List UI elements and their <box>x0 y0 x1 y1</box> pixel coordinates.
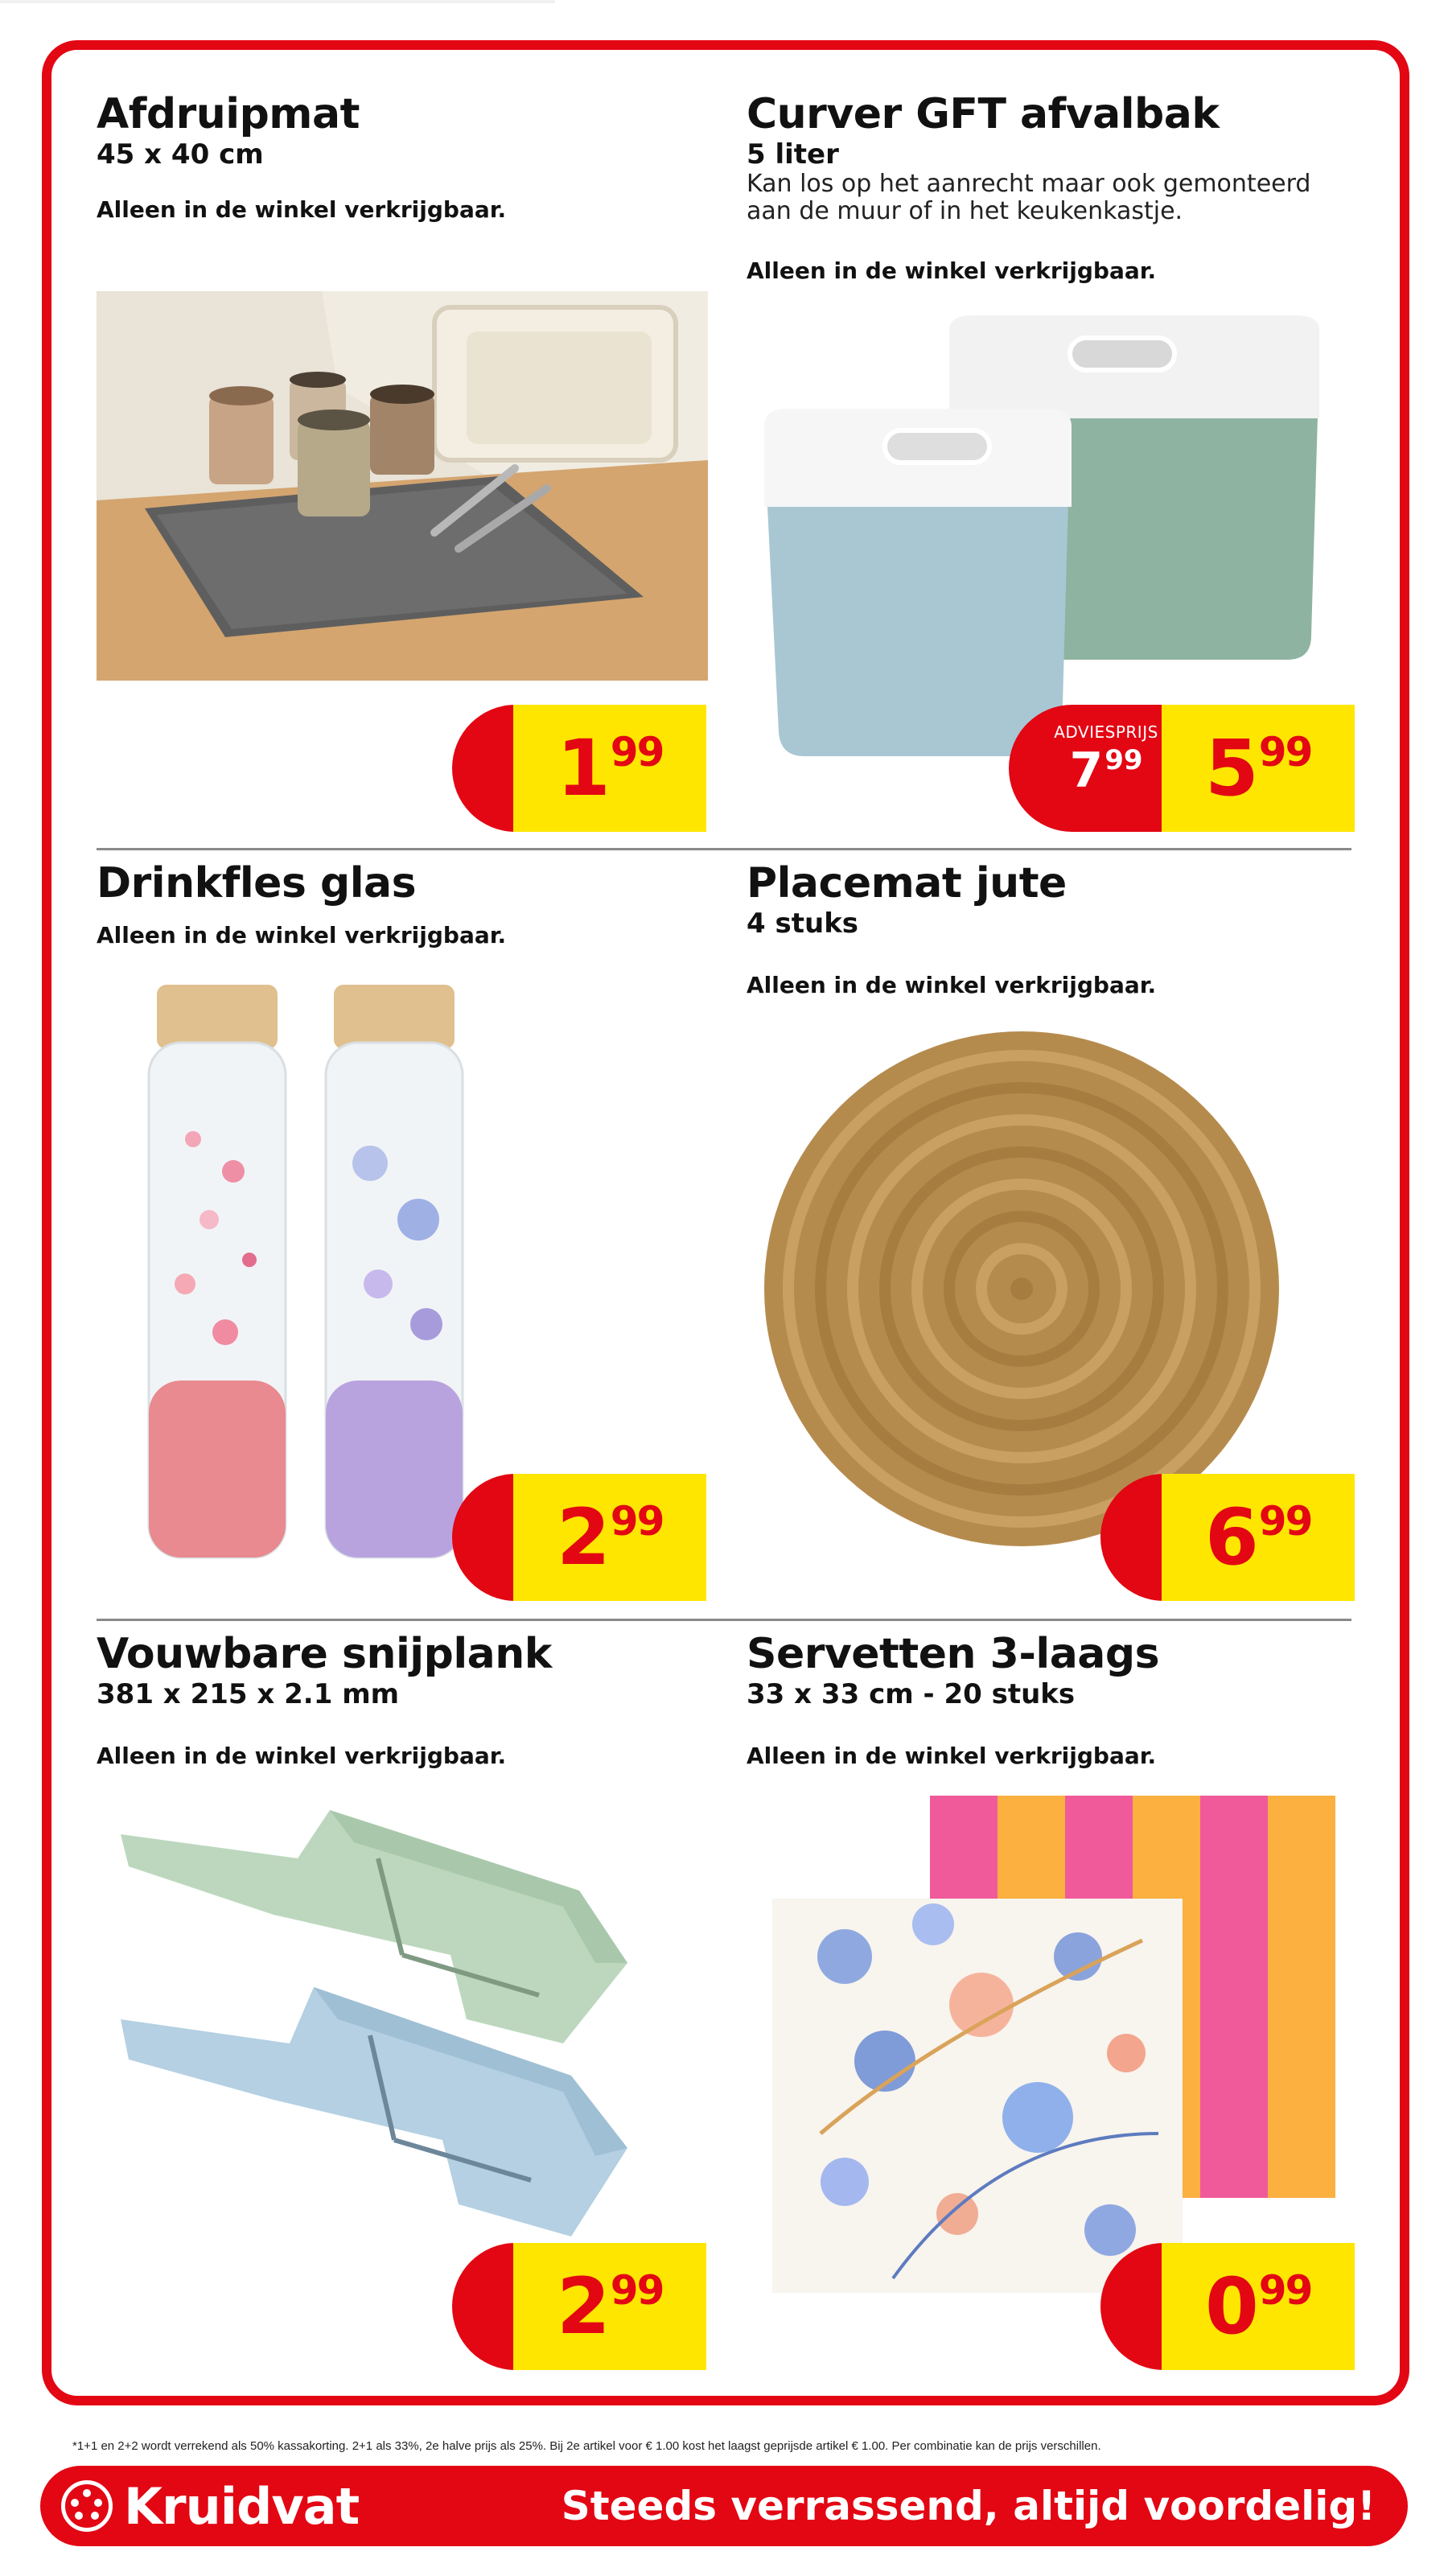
price-integer: 1 <box>557 723 607 813</box>
advice-price <box>1030 705 1183 832</box>
product-subtitle: 381 x 215 x 2.1 mm <box>97 1678 400 1710</box>
slogan: Steeds verrassend, altijd voordelig! <box>561 2483 1376 2529</box>
availability-note: Alleen in de winkel verkrijgbaar. <box>97 922 507 949</box>
product-curver-afvalbak <box>747 90 1358 285</box>
price-decimal: 99 <box>1258 2267 1312 2314</box>
row-divider <box>97 848 1351 850</box>
row-divider <box>97 1619 1351 1621</box>
product-title: Servetten 3-laags <box>747 1630 1160 1678</box>
product-afdruipmat <box>97 90 692 224</box>
price-decimal: 99 <box>610 2267 664 2314</box>
price-tag <box>452 1474 706 1601</box>
kruidvat-logo-icon <box>61 2480 113 2532</box>
product-snijplank <box>97 1630 692 1770</box>
product-title: Vouwbare snijplank <box>97 1630 552 1678</box>
afdruipmat-image <box>97 291 708 681</box>
product-description: Kan los op het aanrecht maar ook gemonteerd aan de muur of in het keukenkastje. <box>747 170 1311 225</box>
price-tag <box>1009 705 1355 832</box>
price-tag <box>1100 1474 1355 1601</box>
advice-price-integer: 7 <box>1069 743 1104 799</box>
price-decimal: 99 <box>610 729 664 776</box>
product-title: Afdruipmat <box>97 90 360 138</box>
footer-bar <box>40 2466 1408 2546</box>
product-subtitle: 5 liter <box>747 138 839 171</box>
top-rule <box>0 0 555 3</box>
price-decimal: 99 <box>1258 1498 1312 1545</box>
price-tag <box>452 705 706 832</box>
servetten-image <box>772 1796 1335 2294</box>
product-title: Placemat jute <box>747 859 1067 907</box>
brand-logo-link[interactable] <box>61 2477 359 2536</box>
price-decimal: 99 <box>1258 729 1312 776</box>
availability-note: Alleen in de winkel verkrijgbaar. <box>97 196 507 223</box>
product-subtitle: 45 x 40 cm <box>97 138 264 171</box>
price-integer: 0 <box>1205 2261 1256 2352</box>
product-title: Curver GFT afvalbak <box>747 90 1220 138</box>
availability-note: Alleen in de winkel verkrijgbaar. <box>747 972 1157 998</box>
price-integer: 2 <box>557 1492 607 1582</box>
legal-disclaimer: *1+1 en 2+2 wordt verrekend als 50% kassakorting. 2+1 als 33%, 2e halve prijs als 25%. Bij 2e artikel voor € 1.00 kost het laagst geprijsde artikel € 1.00. Per combinatie kan de prijs verschillen. <box>72 2439 1101 2453</box>
product-title: Drinkfles glas <box>97 859 417 907</box>
availability-note: Alleen in de winkel verkrijgbaar. <box>747 257 1157 284</box>
product-drinkfles <box>97 859 692 949</box>
price-decimal: 99 <box>610 1498 664 1545</box>
snijplank-image <box>113 1802 692 2253</box>
availability-note: Alleen in de winkel verkrijgbaar. <box>97 1743 507 1769</box>
product-subtitle: 4 stuks <box>747 907 859 940</box>
brand-name: Kruidvat <box>124 2476 360 2536</box>
product-placemat-jute <box>747 859 1358 999</box>
price-integer: 5 <box>1205 723 1256 813</box>
availability-note: Alleen in de winkel verkrijgbaar. <box>747 1743 1157 1769</box>
product-subtitle: 33 x 33 cm - 20 stuks <box>747 1678 1076 1710</box>
price-tag <box>452 2243 706 2370</box>
drinkfles-image <box>121 978 499 1574</box>
price-integer: 2 <box>557 2261 607 2352</box>
price-integer: 6 <box>1205 1492 1256 1582</box>
advice-price-label: ADVIESPRIJS <box>1054 722 1158 742</box>
advice-price-decimal: 99 <box>1105 744 1143 776</box>
price-tag <box>1100 2243 1355 2370</box>
product-servetten <box>747 1630 1358 1770</box>
afvalbak-image <box>756 314 1335 764</box>
